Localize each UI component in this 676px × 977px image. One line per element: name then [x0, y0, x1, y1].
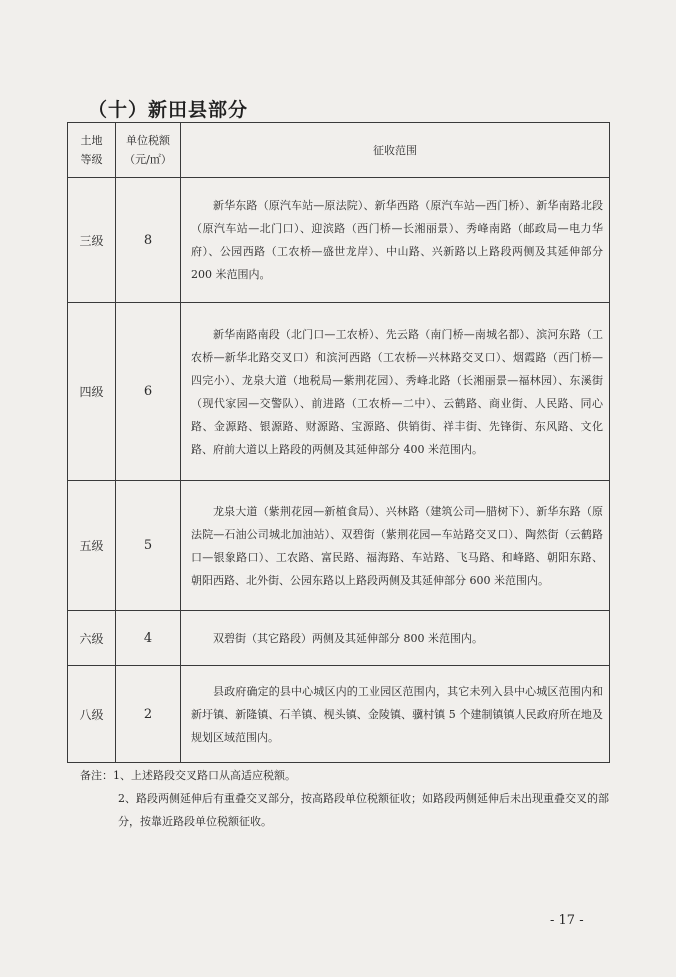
grade-cell: 四级 [68, 303, 116, 481]
scope-cell: 龙泉大道（紫荆花园—新植食局）、兴林路（建筑公司—腊树下）、新华东路（原法院—石油公司城北加油站）、双碧街（紫荆花园—车站路交叉口）、陶然街（云鹤路口—银象路口）、工农路、富民路、福海路、车站路、飞马路、和峰路、朝阳东路、朝阳西路、北外街、公园东路以上路段两侧及其延伸部分 600 米范围内。 [181, 481, 610, 611]
remarks [80, 764, 610, 833]
grade-cell: 八级 [68, 666, 116, 763]
rate-cell: 8 [116, 178, 181, 303]
scope-cell: 新华东路（原汽车站—原法院）、新华西路（原汽车站—西门桥）、新华南路北段（原汽车站—北门口）、迎滨路（西门桥—长湘丽景）、秀峰南路（邮政局—电力华府）、公园西路（工农桥—盛世龙岸）、中山路、兴新路以上路段两侧及其延伸部分 200 米范围内。 [181, 178, 610, 303]
grade-cell: 六级 [68, 611, 116, 666]
remark-2: 2、路段两侧延伸后有重叠交叉部分，按高路段单位税额征收；如路段两侧延伸后未出现重叠交叉的部分，按靠近路段单位税额征收。 [118, 792, 609, 828]
scope-cell: 双碧街（其它路段）两侧及其延伸部分 800 米范围内。 [181, 611, 610, 666]
table-row [68, 611, 610, 666]
scope-cell: 县政府确定的县中心城区内的工业园区范围内，其它未列入县中心城区范围内和新圩镇、新隆镇、石羊镇、枧头镇、金陵镇、骥村镇 5 个建制镇镇人民政府所在地及规划区域范围内。 [181, 666, 610, 763]
section-title: （十）新田县部分 [88, 99, 249, 121]
scope-cell: 新华南路南段（北门口—工农桥）、先云路（南门桥—南城名都）、滨河东路（工农桥—新华北路交叉口）和滨河西路（工农桥—兴林路交叉口）、烟霞路（西门桥—四完小）、龙泉大道（地税局—紫荆花园）、秀峰北路（长湘丽景—福林园）、东溪街（现代家园—交警队）、前进路（工农桥—二中）、云鹤路、商业街、人民路、同心路、金源路、银源路、财源路、宝源路、供销街、祥丰街、先锋街、东风路、文化路、府前大道以上路段的两侧及其延伸部分 400 米范围内。 [181, 303, 610, 481]
table-row [68, 178, 610, 303]
table-header-row [68, 123, 610, 178]
header-unit-tax-rate: 单位税额（元/㎡） [116, 123, 181, 178]
table-row [68, 481, 610, 611]
table-row [68, 666, 610, 763]
grade-cell: 五级 [68, 481, 116, 611]
header-land-grade: 土地等级 [68, 123, 116, 178]
tax-rate-table [67, 122, 610, 763]
rate-cell: 6 [116, 303, 181, 481]
rate-cell: 4 [116, 611, 181, 666]
remark-1: 备注：1、上述路段交叉路口从高适应税额。 [80, 769, 296, 782]
grade-cell: 三级 [68, 178, 116, 303]
rate-cell: 2 [116, 666, 181, 763]
table-row [68, 303, 610, 481]
page-number: - 17 - [550, 913, 584, 928]
header-levy-scope: 征收范围 [181, 123, 610, 178]
rate-cell: 5 [116, 481, 181, 611]
